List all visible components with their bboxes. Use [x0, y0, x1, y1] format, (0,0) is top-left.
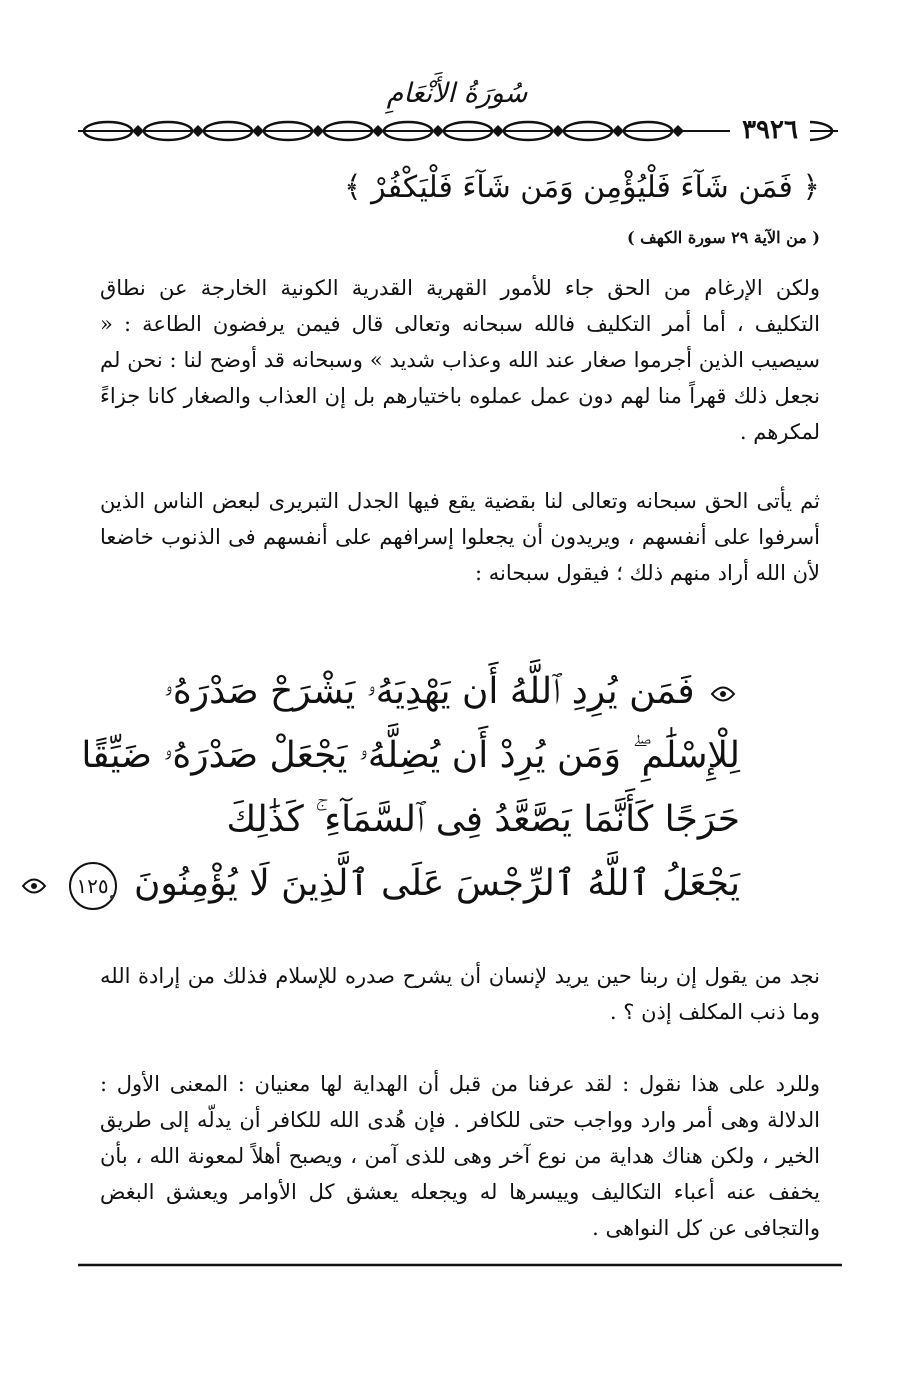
surah-title: سُورَةُ الأَنْعَامِ — [386, 78, 528, 109]
quoted-verse: ﴿ فَمَن شَآءَ فَلْيُؤْمِن وَمَن شَآءَ فَلْيَكْفُرْ ﴾ — [344, 170, 820, 205]
header-ornamental-rule — [78, 118, 838, 144]
paragraph-2: ثم يأتى الحق سبحانه وتعالى لنا بقضية يقع فيها الجدل التبريرى لبعض الناس الذين أسرفوا على أنفسهم ، ويريدون أن يجعلوا إسرافهم على أنفسهم فى الذنوب خاضعا لأن الله أراد منهم ذلك ؛ فيقول سبحانه : — [100, 489, 820, 585]
paragraph-1: ولكن الإرغام من الحق جاء للأمور القهرية القدرية الكونية الخارجة عن نطاق التكليف ، أما أمر التكليف فالله سبحانه وتعالى قال فيمن يرفضون الطاعة : « سيصيب الذين أجرموا صغار عند الله وعذاب شديد » وسبحانه قد أوضح لنا : نحن لم نجعل ذلك قهراً منا لهم دون عمل عملوه باختيارهم بل إن العذاب والصغار كانا جزاءً لمكرهم . — [100, 276, 820, 444]
verse-citation: ( من الآية ٢٩ سورة الكهف ) — [627, 228, 820, 247]
page-speck — [110, 895, 114, 899]
paragraph-3: نجد من يقول إن ربنا حين يريد لإنسان أن يشرح صدره للإسلام فذلك من إرادة الله وما ذنب المكلف إذن ؟ . — [100, 964, 820, 1024]
main-verse-text-4: يَجْعَلُ ٱللَّهُ ٱلرِّجْسَ عَلَى ٱلَّذِينَ لَا يُؤْمِنُونَ — [133, 863, 740, 904]
verse-close-ornament-icon — [17, 871, 51, 901]
main-verse-line-4 — [76, 852, 740, 916]
main-verse-line-3: حَرَجًا كَأَنَّمَا يَصَّعَّدُ فِى ٱلسَّمَآءِ ۚ كَذَٰلِكَ — [226, 799, 740, 840]
footer-rule — [78, 1262, 842, 1268]
main-verse-block — [76, 660, 740, 916]
paragraph-4: وللرد على هذا نقول : لقد عرفنا من قبل أن الهداية لها معنيان : المعنى الأول : الدلالة وهى أمر وارد وواجب حتى للكافر . فإن هُدى الله للكافر أن يدلّه إلى طريق الخير ، ولكن هناك هداية من نوع آخر وهى للذى آمن ، ويصبح أهلاً لمعونة الله ، بأن يخفف عنه أعباء التكاليف وييسرها له ويجعله يعشق كل الأوامر ويعشق البغض والتجافى عن كل النواهى . — [100, 1072, 820, 1240]
verse-open-ornament-icon — [706, 679, 740, 709]
ayah-number: ١٢٥ — [69, 862, 117, 910]
page-number: ٣٩٢٦ — [730, 115, 810, 145]
main-verse-line-2: لِلْإِسْلَٰمِ ۖ وَمَن يُرِدْ أَن يُضِلَّهُۥ يَجْعَلْ صَدْرَهُۥ ضَيِّقًا — [81, 735, 740, 776]
main-verse-text-1: فَمَن يُرِدِ ٱللَّهُ أَن يَهْدِيَهُۥ يَشْرَحْ صَدْرَهُۥ — [163, 671, 695, 712]
main-verse-line-1 — [163, 660, 740, 724]
